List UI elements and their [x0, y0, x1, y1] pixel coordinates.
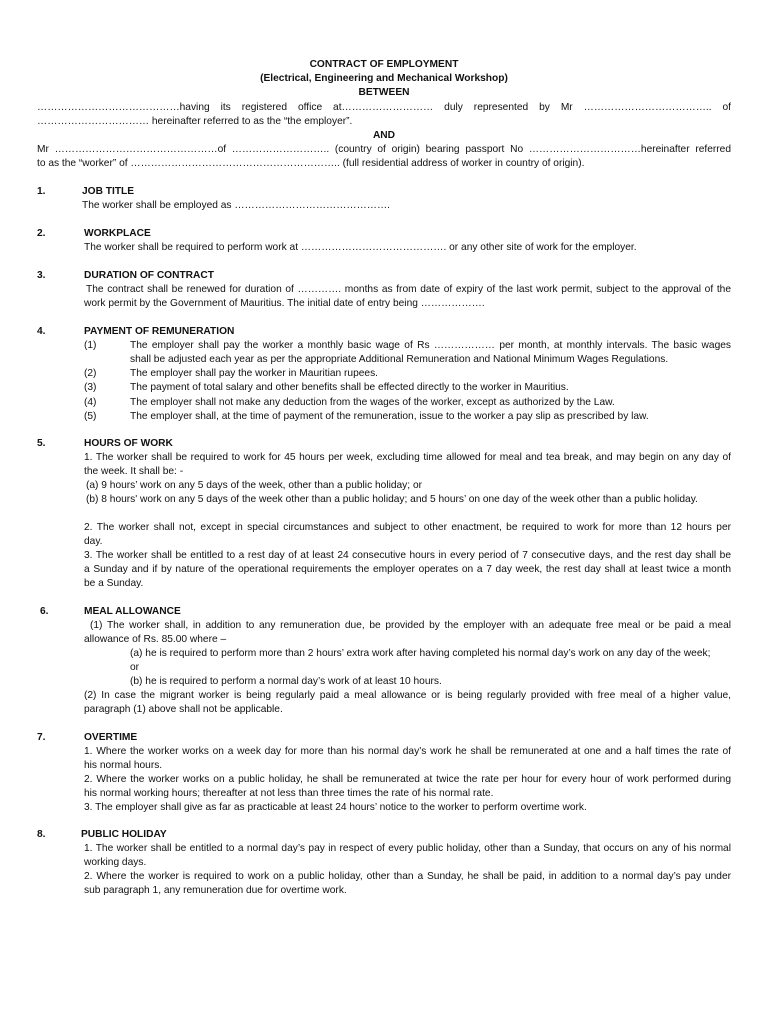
- section-5-p1-line-2: the week. It shall be: -: [84, 466, 184, 477]
- section-2-heading: WORKPLACE: [84, 228, 151, 239]
- section-6-p1-line-2: allowance of Rs. 85.00 where –: [84, 634, 227, 645]
- section-5-p1-line-1: 1. The worker shall be required to work for 45 hours per week, excluding time allowed for meal and tea break, and may begin on any day of: [84, 452, 731, 463]
- section-4-number: 4.: [37, 326, 46, 337]
- section-6-p2-line-1: (2) In case the migrant worker is being regularly paid a meal allowance or is being regularly provided with free meal of a higher value,: [84, 690, 731, 701]
- section-7-p1-line-1: 1. Where the worker works on a week day for more than his normal day’s work he shall be remunerated at one and a half times the rate of: [84, 746, 731, 757]
- section-6-number: 6.: [40, 606, 49, 617]
- section-6-p2-line-2: paragraph (1) above shall not be applicable.: [84, 704, 283, 715]
- section-6-or: or: [130, 662, 140, 673]
- section-4-item-2-number: (2): [84, 368, 97, 379]
- section-5-p2-line-2: day.: [84, 536, 103, 547]
- section-7-heading: OVERTIME: [84, 732, 138, 743]
- section-1-number: 1.: [37, 186, 46, 197]
- section-4-item-1-line-1: The employer shall pay the worker a monthly basic wage of Rs ……………… per month, at monthly intervals. The basic wages: [130, 340, 731, 351]
- section-8-p1-line-1: 1. The worker shall be entitled to a normal day’s pay in respect of every public holiday, other than a Sunday, that occurs on any of his normal: [84, 843, 731, 854]
- section-6-item-b: (b) he is required to perform a normal day’s work of at least 10 hours.: [130, 676, 442, 687]
- document-subtitle: (Electrical, Engineering and Mechanical Workshop): [260, 73, 508, 84]
- section-1-heading: JOB TITLE: [82, 186, 135, 197]
- section-4-item-1-line-2: shall be adjusted each year as per the appropriate Additional Remuneration and National Minimum Wages Regulations.: [130, 354, 669, 365]
- section-3-line-2: work permit by the Government of Mauritius. The initial date of entry being ……………….: [84, 298, 485, 309]
- section-8-p2-line-2: sub paragraph 1, any remuneration due for overtime work.: [84, 885, 347, 896]
- section-5-number: 5.: [37, 438, 46, 449]
- section-8-heading: PUBLIC HOLIDAY: [81, 829, 167, 840]
- section-7-p2-line-2: his normal working hours; thereafter at not less than three times the rate of his normal rate.: [84, 788, 494, 799]
- section-5-p3-line-1: 3. The worker shall be entitled to a rest day of at least 24 consecutive hours in every period of 7 consecutive days, and the rest day shall be: [84, 550, 731, 561]
- section-6-p1-line-1: (1) The worker shall, in addition to any remuneration due, be provided by the employer with an adequate free meal or be paid a meal: [90, 620, 731, 631]
- section-4-item-2-text: The employer shall pay the worker in Mauritian rupees.: [130, 368, 379, 379]
- section-5-item-a: (a) 9 hours’ work on any 5 days of the week, other than a public holiday; or: [86, 480, 422, 491]
- section-5-p3-line-2: a Sunday and if by nature of the operational requirements the employer operates on a 7 day week, the rest day shall at least twice a month: [84, 564, 731, 575]
- section-8-p2-line-1: 2. Where the worker is required to work on a public holiday, other than a Sunday, he shall be paid, in addition to a normal day’s pay under: [84, 871, 731, 882]
- section-3-heading: DURATION OF CONTRACT: [84, 270, 214, 281]
- document-title: CONTRACT OF EMPLOYMENT: [309, 59, 459, 70]
- section-5-item-b: (b) 8 hours' work on any 5 days of the week other than a public holiday; and 5 hours’ on one day of the week other than a public holiday.: [86, 494, 698, 505]
- section-4-item-1-number: (1): [84, 340, 97, 351]
- section-2-number: 2.: [37, 228, 46, 239]
- worker-line-1: Mr …………………………………………of ……………………….. (country of origin) bearing passport No ……………………………hereinafter referred: [37, 144, 731, 155]
- section-2-text: The worker shall be required to perform work at ……………………………………. or any other site of work for the employer.: [84, 242, 637, 253]
- section-8-p1-line-2: working days.: [84, 857, 147, 868]
- section-8-number: 8.: [37, 829, 46, 840]
- section-7-number: 7.: [37, 732, 46, 743]
- section-3-number: 3.: [37, 270, 46, 281]
- section-6-item-a: (a) he is required to perform more than 2 hours’ extra work after having completed his normal day’s work on any day of the week;: [130, 648, 711, 659]
- section-7-p2-line-1: 2. Where the worker works on a public holiday, he shall be remunerated at twice the rate per hour for every hour of work performed during: [84, 774, 731, 785]
- employer-line-1: ……………………………………having its registered office at……………………… duly represented by Mr ……………………………….. of: [37, 102, 731, 113]
- section-4-item-5-text: The employer shall, at the time of payment of the remuneration, issue to the worker a pay slip as prescribed by law.: [130, 411, 649, 422]
- section-4-item-3-number: (3): [84, 382, 97, 393]
- section-5-p2-line-1: 2. The worker shall not, except in special circumstances and subject to other enactment, be required to work for more than 12 hours per: [84, 522, 731, 533]
- section-5-p3-line-3: be a Sunday.: [84, 578, 144, 589]
- employer-line-2: …………………………… hereinafter referred to as the “the employer”.: [37, 116, 353, 127]
- section-4-item-4-number: (4): [84, 397, 97, 408]
- section-1-text: The worker shall be employed as ……………………………………….: [82, 200, 390, 211]
- section-6-heading: MEAL ALLOWANCE: [84, 606, 181, 617]
- section-4-item-5-number: (5): [84, 411, 97, 422]
- section-4-item-4-text: The employer shall not make any deduction from the wages of the worker, except as authorized by the Law.: [130, 397, 615, 408]
- and-label: AND: [372, 130, 396, 141]
- section-4-item-3-text: The payment of total salary and other benefits shall be effected directly to the worker in Mauritius.: [130, 382, 569, 393]
- section-4-heading: PAYMENT OF REMUNERATION: [84, 326, 235, 337]
- section-7-p3: 3. The employer shall give as far as practicable at least 24 hours’ notice to the worker to perform overtime work.: [84, 802, 587, 813]
- section-5-heading: HOURS OF WORK: [84, 438, 173, 449]
- section-7-p1-line-2: his normal hours.: [84, 760, 163, 771]
- worker-line-2: to as the “worker” of …………………………………………………….. (full residential address of worker in country of origin).: [37, 158, 585, 169]
- between-label: BETWEEN: [358, 87, 410, 98]
- section-3-line-1: The contract shall be renewed for duration of …………. months as from date of expiry of the last work permit, subject to the approval of the: [86, 284, 731, 295]
